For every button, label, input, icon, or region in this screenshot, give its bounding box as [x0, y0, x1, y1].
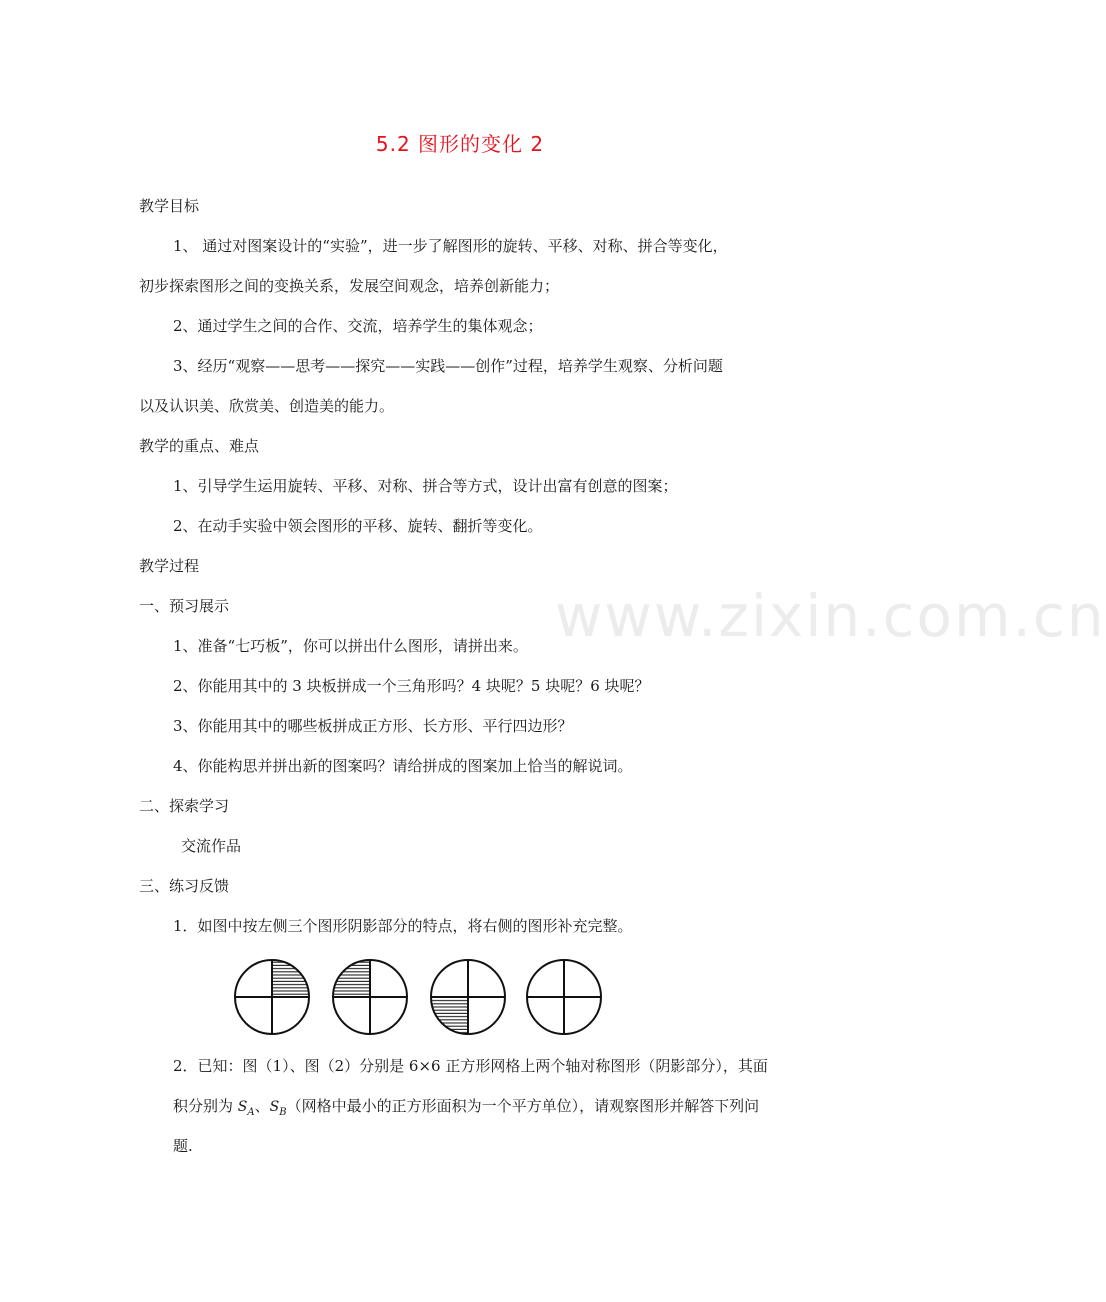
- area-sa: $S_A$: [237, 1099, 255, 1118]
- exercise-2-line-2-prefix: 积分别为: [173, 1097, 238, 1115]
- exercise-1: 1．如图中按左侧三个图形阴影部分的特点，将右侧的图形补充完整。: [173, 917, 633, 935]
- objective-1-line-2: 初步探索图形之间的变换关系，发展空间观念，培养创新能力；: [139, 277, 560, 295]
- preview-question-3: 3、你能用其中的哪些板拼成正方形、长方形、平行四边形？: [173, 717, 573, 735]
- process-heading: 教学过程: [139, 557, 200, 575]
- key-point-1: 1、引导学生运用旋转、平移、对称、拼合等方式，设计出富有创意的图案；: [173, 477, 678, 495]
- exercise-2-line-3: 题.: [173, 1137, 193, 1155]
- practice-heading: 三、练习反馈: [139, 877, 230, 895]
- objective-1-line-1: 1、 通过对图案设计的“实验”，进一步了解图形的旋转、平移、对称、拼合等变化，: [173, 237, 728, 255]
- circle-figure-4: [527, 960, 601, 1034]
- area-sb: $S_B$: [269, 1099, 287, 1118]
- circle-figure-2: [333, 960, 407, 1034]
- key-points-heading: 教学的重点、难点: [139, 437, 260, 455]
- explore-heading: 二、探索学习: [139, 797, 230, 815]
- circle-figure-3: [431, 960, 505, 1034]
- objective-3-line-2: 以及认识美、欣赏美、创造美的能力。: [139, 397, 395, 415]
- page-title: 5.2 图形的变化 2: [375, 132, 545, 156]
- preview-heading: 一、预习展示: [139, 597, 230, 615]
- preview-question-1: 1、准备“七巧板”，你可以拼出什么图形，请拼出来。: [173, 637, 528, 655]
- exercise-2-line-1: 2．已知：图（1）、图（2）分别是 6×6 正方形网格上两个轴对称图形（阴影部分），其面: [173, 1057, 768, 1075]
- watermark: www.zixin.com.cn: [555, 582, 1106, 650]
- separator: 、: [254, 1097, 270, 1115]
- preview-question-4: 4、你能构思并拼出新的图案吗？请给拼成的图案加上恰当的解说词。: [173, 757, 633, 775]
- exercise-2-line-2: [173, 1096, 759, 1123]
- objectives-heading: 教学目标: [139, 197, 200, 215]
- preview-question-2: 2、你能用其中的 3 块板拼成一个三角形吗？4 块呢？5 块呢？6 块呢？: [173, 677, 650, 695]
- circle-figure-1: [235, 960, 309, 1034]
- objective-3-line-1: 3、经历“观察——思考——探究——实践——创作”过程，培养学生观察、分析问题: [173, 357, 723, 375]
- exercise-2-line-2-suffix: （网格中最小的正方形面积为一个平方单位），请观察图形并解答下列问: [286, 1097, 760, 1115]
- objective-2: 2、通过学生之间的合作、交流，培养学生的集体观念；: [173, 317, 543, 335]
- exercise-1-figure: [230, 955, 610, 1039]
- key-point-2: 2、在动手实验中领会图形的平移、旋转、翻折等变化。: [173, 517, 543, 535]
- explore-item: 交流作品: [181, 837, 242, 855]
